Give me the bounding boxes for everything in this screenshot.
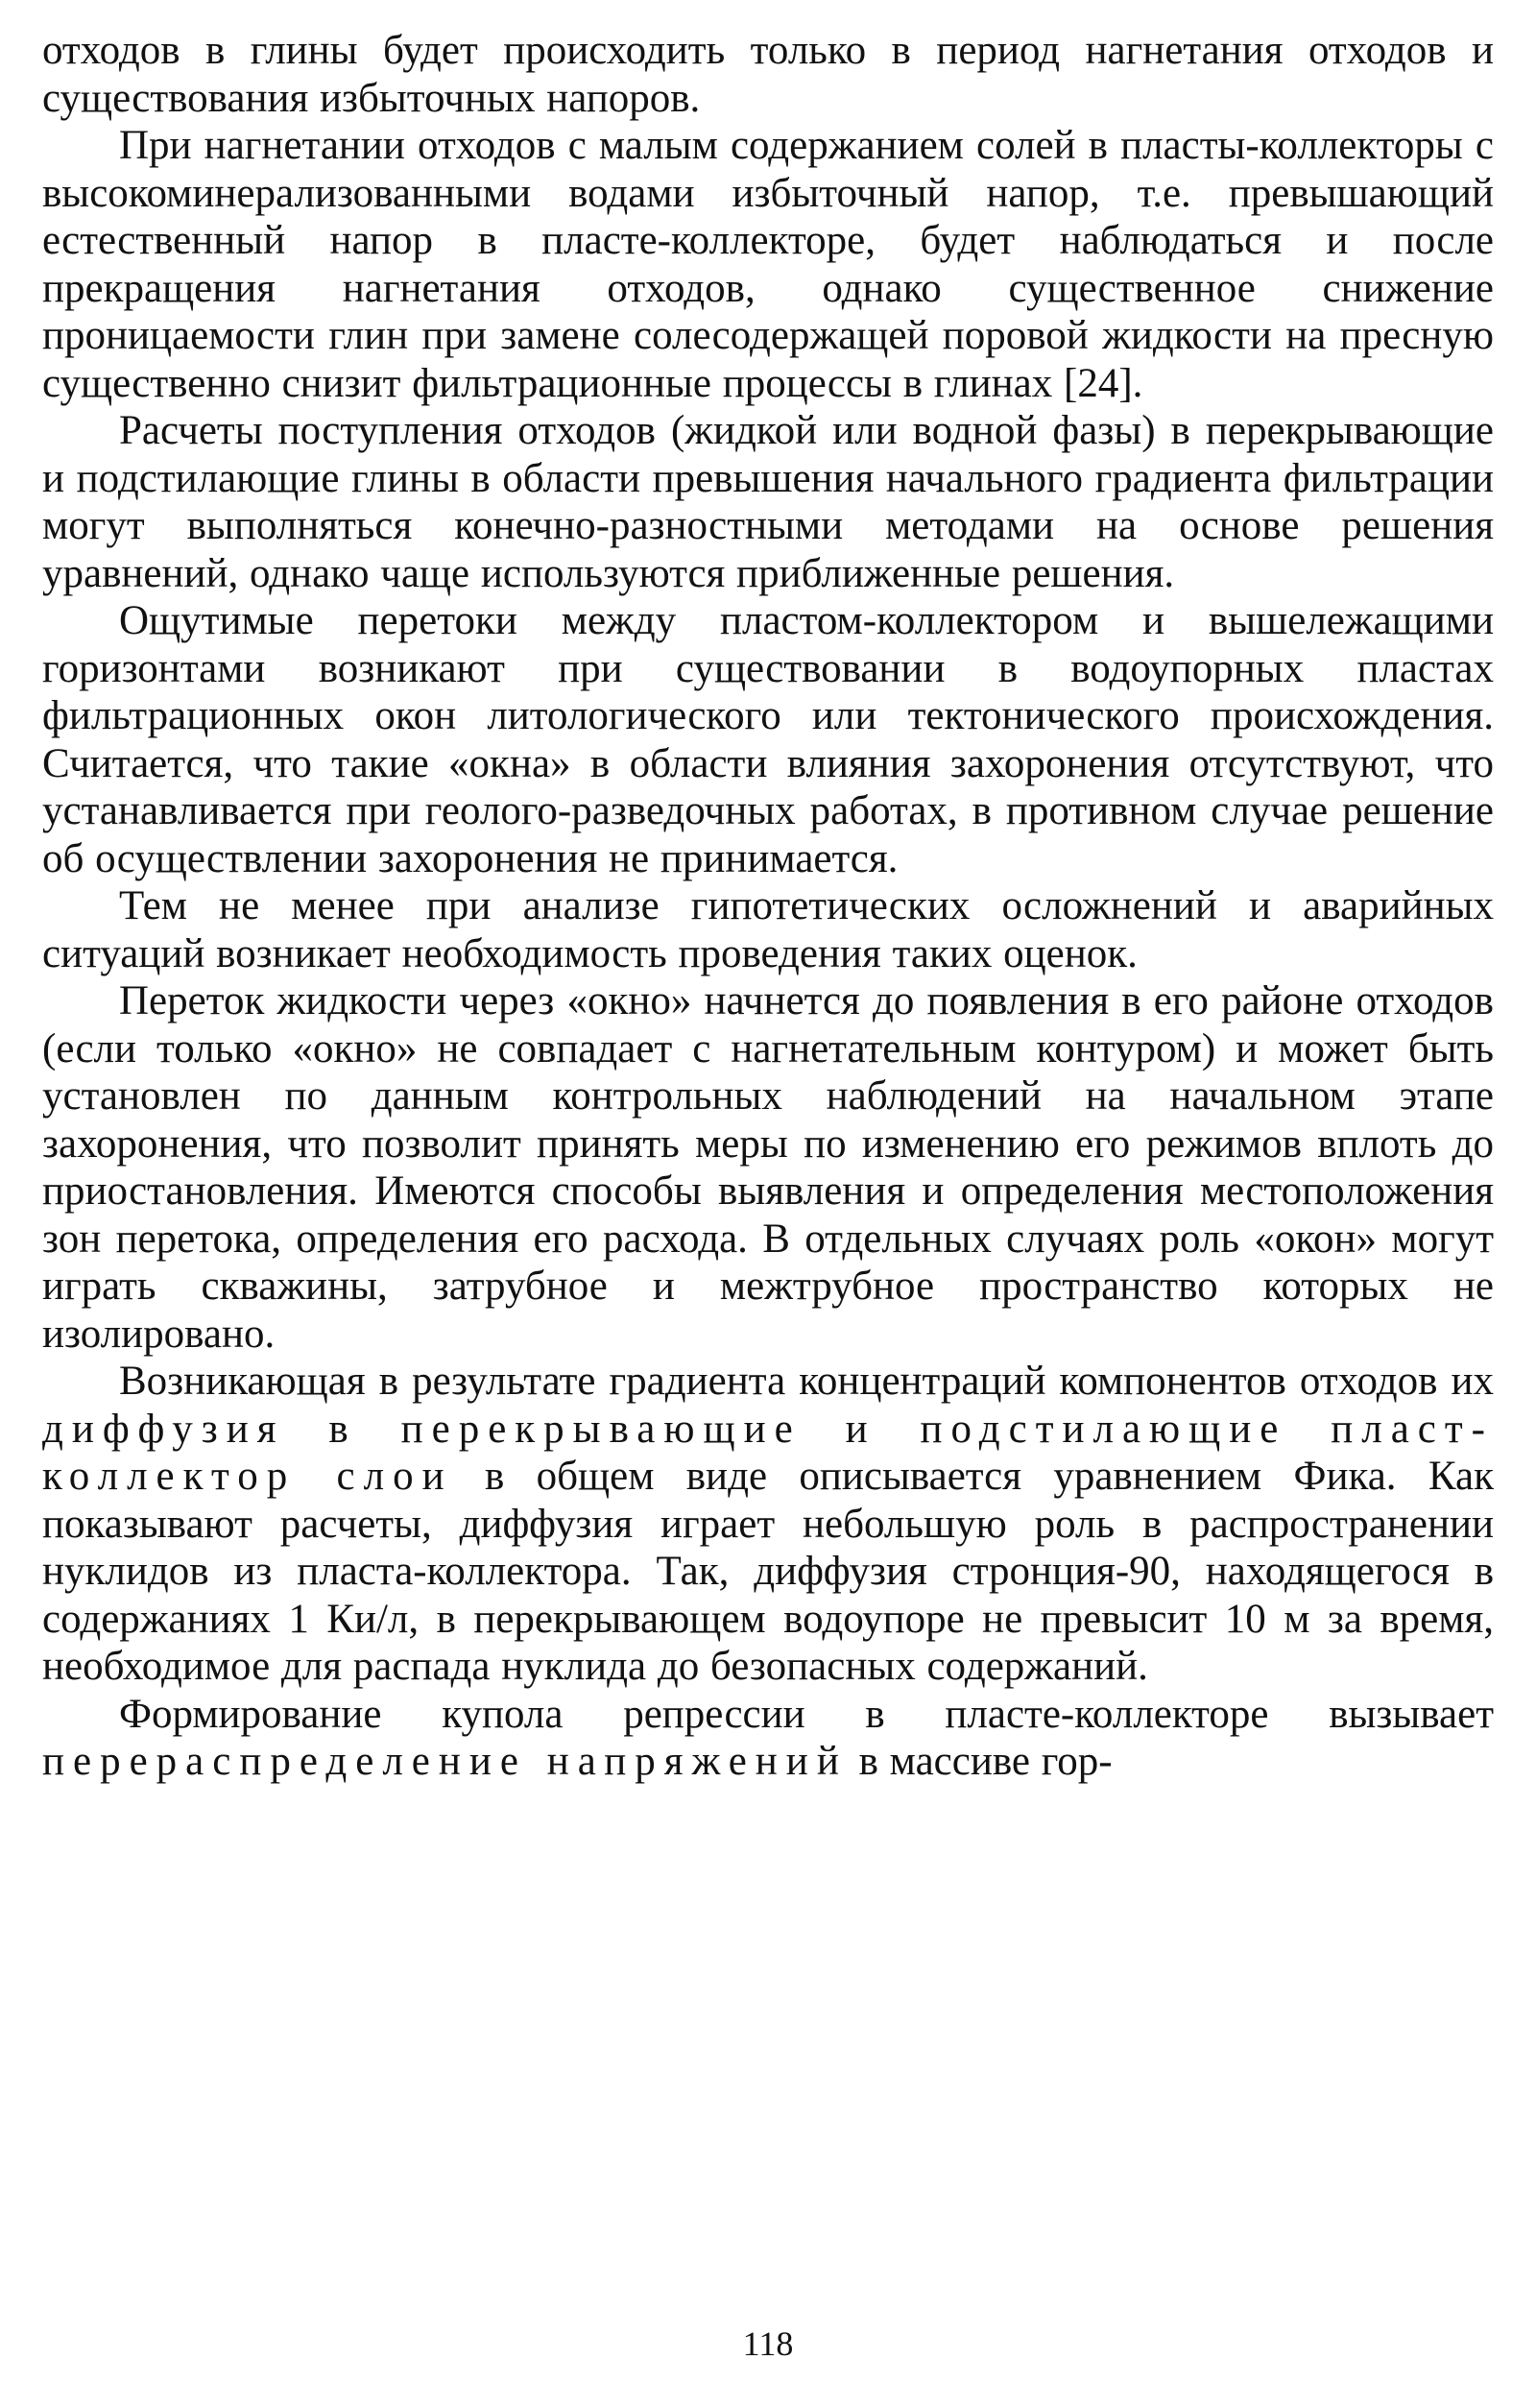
last-text-before: Формирование купола репрессии в пласте-коллекторе вызывает xyxy=(119,1691,1494,1737)
paragraph-6: Переток жидкости через «окно» начнется до появления в его районе отходов (если только «окно» не совпадает с нагнетательным контуром) и может быть установлен по данным контрольных наблюдений на начальном этапе захоронения, что позволит принять меры по изменению его режимов вплоть до приостановления. Имеются способы выявления и определения местоположения зон перетока, определения его расхода. В отдельных случаях роль «окон» могут играть скважины, затрубное и межтрубное пространство которых не изолировано. xyxy=(42,978,1494,1357)
diffusion-text-before: Возникающая в результате градиента концентраций компонентов отходов их xyxy=(119,1359,1494,1404)
paragraph-2: При нагнетании отходов с малым содержанием солей в пласты-коллекторы с высокоминерализованными водами избыточный напор, т.е. превышающий естественный напор в пласте-коллекторе, будет наблюдаться и после прекращения нагнетания отходов, однако существенное снижение проницаемости глин при замене солесодержащей поровой жидкости на пресную существенно снизит фильтрационные процессы в глинах [24]. xyxy=(42,123,1494,406)
paragraph-5: Тем не менее при анализе гипотетических осложнений и аварийных ситуаций возникает необходимость проведения таких оценок. xyxy=(42,883,1494,976)
page-body xyxy=(42,27,1494,1786)
paragraph-1: отходов в глины будет происходить только в период нагнетания отходов и существования избыточных напоров. xyxy=(42,28,1494,121)
diffusion-text-after: в общем виде описывается уравнением Фика. Как показывают расчеты, диффузия играет небольшую роль в распространении нуклидов из пласта-коллектора. Так, диффузия стронция-90, находящегося в содержаниях 1 Ки/л, в перекрывающем водоупоре не превысит 10 м за время, необходимое для распада нуклида до безопасных содержаний. xyxy=(42,1454,1494,1689)
page-number: 118 xyxy=(742,2324,794,2363)
paragraph-last xyxy=(42,1691,1494,1786)
diffusion-emphasis: диффузия в перекрывающие и подстилающие пласт-коллектор слои xyxy=(42,1406,1494,1499)
last-emphasis: перераспределение напряжений xyxy=(42,1739,848,1784)
paragraph-4: Ощутимые перетоки между пластом-коллектором и вышележащими горизонтами возникают при существовании в водоупорных пластах фильтрационных окон литологического или тектонического происхождения. Считается, что такие «окна» в области влияния захоронения отсутствуют, что устанавливается при геолого-разведочных работах, в противном случае решение об осуществлении захоронения не принимается. xyxy=(42,598,1494,881)
paragraph-3: Расчеты поступления отходов (жидкой или водной фазы) в перекрывающие и подстилающие глины в области превышения начального градиента фильтрации могут выполняться конечно-разностными методами на основе решения уравнений, однако чаще используются приближенные решения. xyxy=(42,408,1494,596)
last-text-after: в массиве гор- xyxy=(847,1739,1113,1784)
paragraph-diffusion xyxy=(42,1358,1494,1691)
